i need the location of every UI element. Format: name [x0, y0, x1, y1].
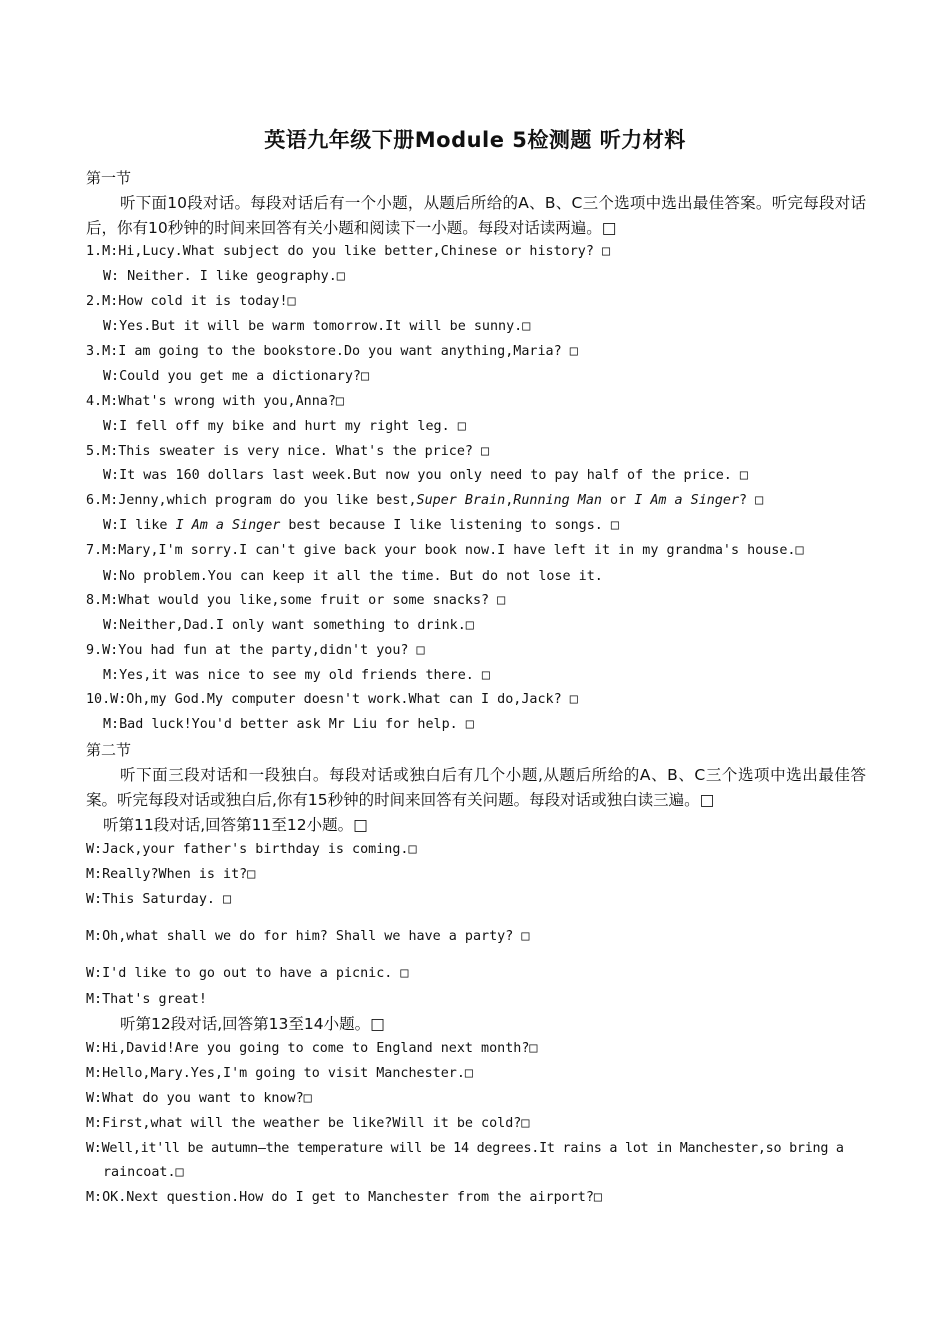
dialog-line: 2.M:How cold it is today!□ — [86, 294, 296, 309]
program-title: Running Man — [513, 493, 602, 508]
dialog-line: W:This Saturday. □ — [86, 892, 232, 907]
dialog-line: 8.M:What would you like,some fruit or some snacks? □ — [86, 593, 506, 608]
program-title: I Am a Singer — [634, 493, 740, 508]
dialog-line: M:That's great! — [86, 992, 207, 1007]
sub-instruction-11: 听第11段对话,回答第11至12小题。□ — [103, 816, 368, 834]
sub-instruction-12: 听第12段对话,回答第13至14小题。□ — [120, 1015, 385, 1033]
section-2-heading: 第二节 — [86, 741, 132, 759]
dialog-line: 4.M:What's wrong with you,Anna?□ — [86, 394, 344, 409]
reply-suffix: best because I like listening to songs. □ — [280, 518, 619, 533]
dialog-line: W:Hi,David!Are you going to come to England next month?□ — [86, 1041, 538, 1056]
dialog-line: W:It was 160 dollars last week.But now you only need to pay half of the price. □ — [103, 468, 748, 483]
dialog-line: M:Really?When is it?□ — [86, 867, 256, 882]
section-1-instructions: 听下面10段对话。每段对话后有一个小题，从题后所给的A、B、C三个选项中选出最佳答案。听完每段对话后，你有10秒钟的时间来回答有关小题和阅读下一小题。每段对话读两遍。□ — [86, 194, 866, 237]
dialog-line: W:No problem.You can keep it all the time. But do not lose it. — [103, 569, 603, 584]
dialog-line-continuation: raincoat.□ — [103, 1165, 184, 1180]
dialog-line: 1.M:Hi,Lucy.What subject do you like better,Chinese or history? □ — [86, 244, 611, 259]
dialog-line: 5.M:This sweater is very nice. What's the price? □ — [86, 444, 490, 459]
dialog-line: M:Hello,Mary.Yes,I'm going to visit Manchester.□ — [86, 1066, 473, 1081]
dialog-line: W: Neither. I like geography.□ — [103, 269, 345, 284]
dialog-line: W:What do you want to know?□ — [86, 1091, 312, 1106]
dialog-line: W:Neither,Dad.I only want something to drink.□ — [103, 618, 474, 633]
dialog-line: W:Jack,your father's birthday is coming.□ — [86, 842, 417, 857]
reply-prefix: W:I like — [103, 518, 176, 533]
dialog-line: W:Could you get me a dictionary?□ — [103, 369, 370, 384]
section-1-heading: 第一节 — [86, 169, 132, 187]
dialog-line: M:Yes,it was nice to see my old friends there. □ — [103, 668, 490, 683]
dialog-line: M:Bad luck!You'd better ask Mr Liu for help. □ — [103, 717, 474, 732]
dialog-line: W:Yes.But it will be warm tomorrow.It will be sunny.□ — [103, 319, 531, 334]
dialog-line: 7.M:Mary,I'm sorry.I can't give back your book now.I have left it in my grandma's house.□ — [86, 543, 804, 558]
dialog-line: 10.W:Oh,my God.My computer doesn't work.What can I do,Jack? □ — [86, 692, 578, 707]
dialog-line: W:I'd like to go out to have a picnic. □ — [86, 966, 409, 981]
dialog-line: M:First,what will the weather be like?Will it be cold?□ — [86, 1116, 530, 1131]
program-title: Super Brain — [416, 493, 506, 508]
page-title: 英语九年级下册Module 5检测题 听力材料 — [264, 128, 686, 152]
q6-sep: or — [601, 493, 635, 508]
dialog-line: 9.W:You had fun at the party,didn't you? □ — [86, 643, 425, 658]
dialog-line: M:OK.Next question.How do I get to Manchester from the airport?□ — [86, 1190, 602, 1205]
program-title: I Am a Singer — [175, 518, 281, 533]
q6-suffix: ? □ — [739, 493, 764, 508]
dialog-line: W:Well,it'll be autumn—the temperature will be 14 degrees.It rains a lot in Manchester,so bring a — [86, 1141, 844, 1156]
q6-prefix: 6.M:Jenny,which program do you like best, — [86, 493, 417, 508]
dialog-line: W:I fell off my bike and hurt my right leg. □ — [103, 419, 466, 434]
dialog-line: M:Oh,what shall we do for him? Shall we have a party? □ — [86, 929, 530, 944]
dialog-line-q6-reply — [103, 516, 619, 536]
dialog-line-q6 — [86, 491, 763, 511]
dialog-line: 3.M:I am going to the bookstore.Do you want anything,Maria? □ — [86, 344, 578, 359]
section-2-instructions: 听下面三段对话和一段独白。每段对话或独白后有几个小题,从题后所给的A、B、C三个选项中选出最佳答案。听完每段对话或独白后,你有15秒钟的时间来回答有关问题。每段对话或独白读三遍。□ — [86, 766, 866, 809]
q6-sep: , — [505, 493, 514, 508]
